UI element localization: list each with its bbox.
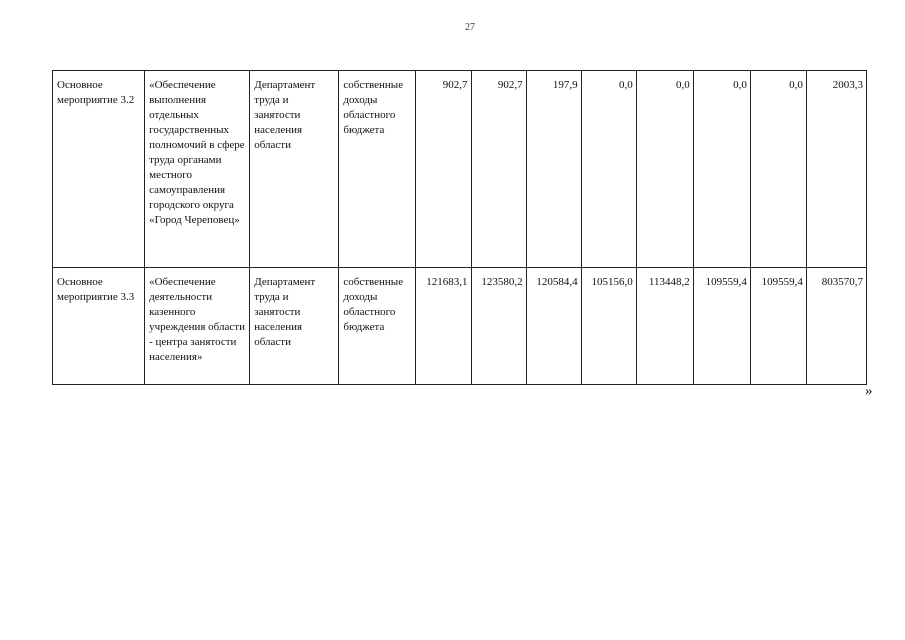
total-cell: 2003,3	[806, 71, 866, 268]
value-cell: 121683,1	[416, 268, 471, 385]
table-row	[53, 71, 867, 268]
value-cell: 0,0	[693, 71, 750, 268]
value-cell: 0,0	[581, 71, 636, 268]
value-cell: 113448,2	[636, 268, 693, 385]
activity-cell: Основное мероприятие 3.3	[53, 268, 145, 385]
closing-quote: »	[865, 383, 873, 399]
value-cell: 123580,2	[471, 268, 526, 385]
table-row	[53, 268, 867, 385]
activity-cell: Основное мероприятие 3.2	[53, 71, 145, 268]
value-cell: 109559,4	[750, 268, 806, 385]
activity-name-cell: «Обеспечение деятельности казенного учреждения области - центра занятости населения»	[145, 268, 250, 385]
executor-cell: Департамент труда и занятости населения области	[250, 71, 339, 268]
activity-name-cell: «Обеспечение выполнения отдельных государственных полномочий в сфере труда органами местного самоуправления городского округа «Город Череповец»	[145, 71, 250, 268]
value-cell: 120584,4	[526, 268, 581, 385]
value-cell: 109559,4	[693, 268, 750, 385]
value-cell: 0,0	[636, 71, 693, 268]
value-cell: 902,7	[471, 71, 526, 268]
total-cell: 803570,7	[806, 268, 866, 385]
value-cell: 0,0	[750, 71, 806, 268]
value-cell: 105156,0	[581, 268, 636, 385]
page-number: 27	[465, 22, 475, 33]
value-cell: 902,7	[416, 71, 471, 268]
funding-source-cell: собственные доходы областного бюджета	[339, 71, 416, 268]
funding-source-cell: собственные доходы областного бюджета	[339, 268, 416, 385]
program-table	[52, 70, 867, 385]
value-cell: 197,9	[526, 71, 581, 268]
executor-cell: Департамент труда и занятости населения области	[250, 268, 339, 385]
